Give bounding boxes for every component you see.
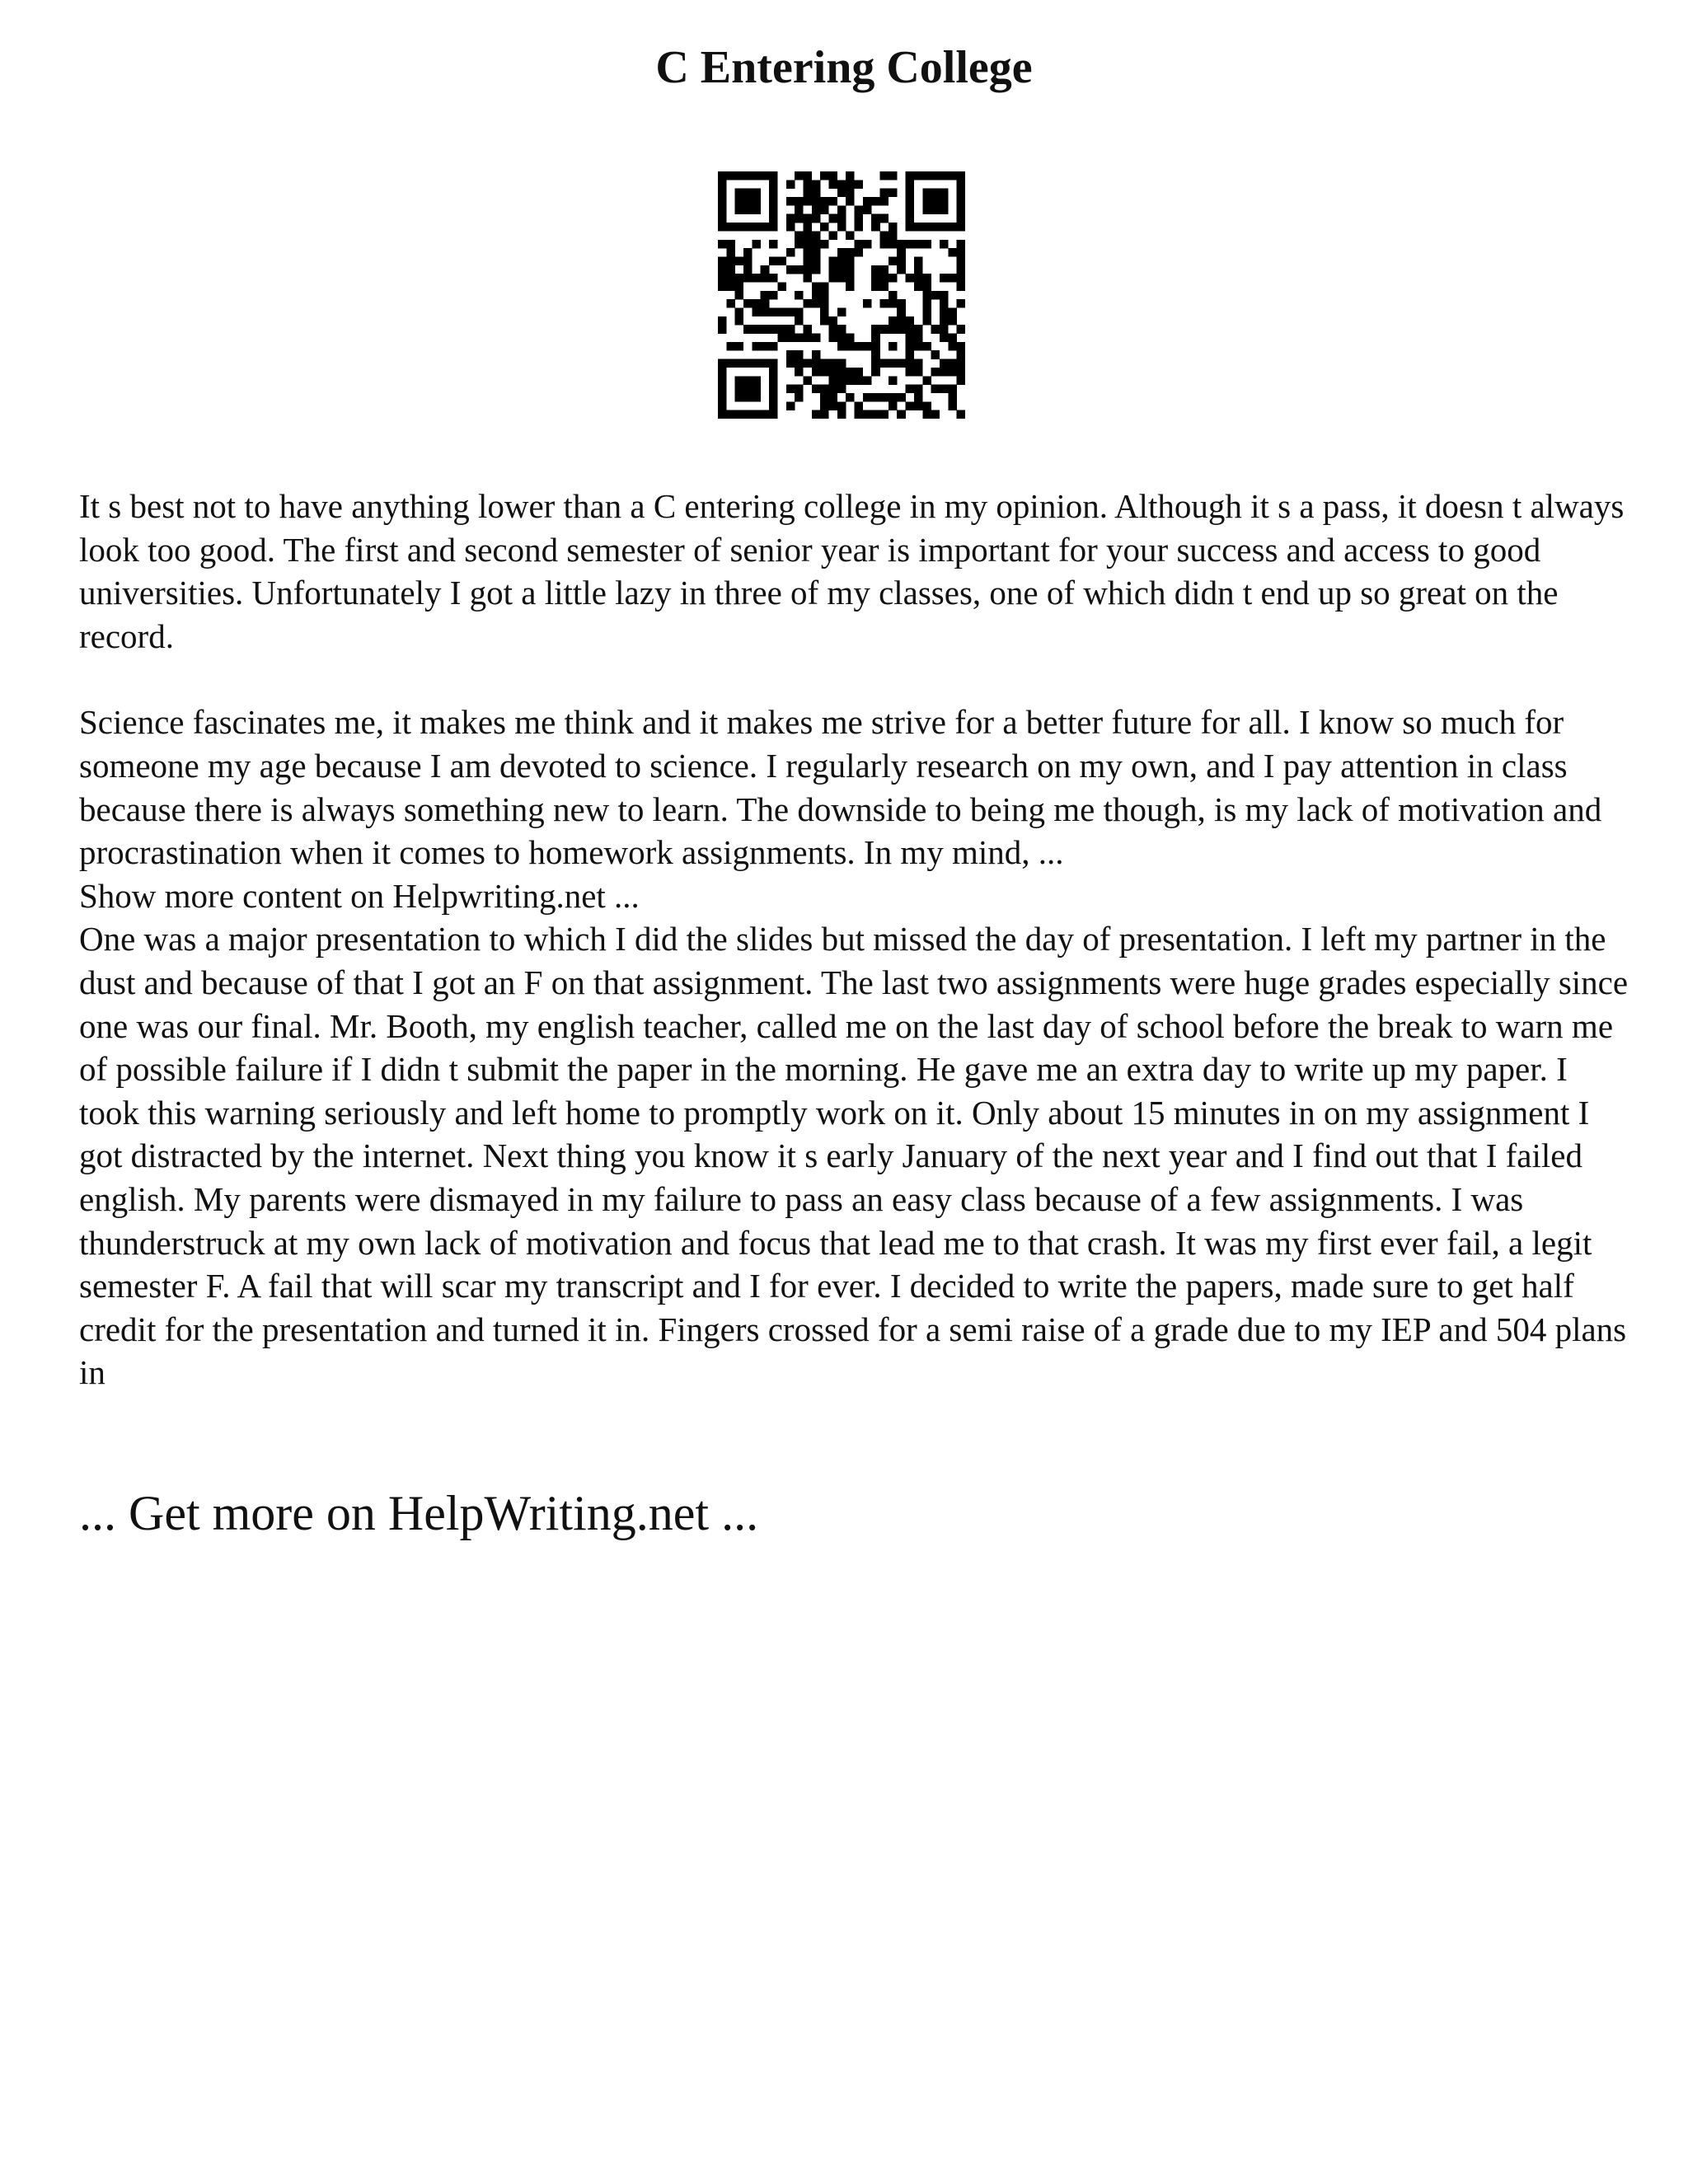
paragraph-1: It s best not to have anything lower than a C entering college in my opinion. Although it s a pass, it doesn t always look too good. The first and second semester of senior year is important for your success and access to good universities. Unfortunately I got a little lazy in three of my classes, one of which didn t end up so great on the record. [79, 487, 1625, 655]
article-body [79, 485, 1629, 1394]
paragraph-3: One was a major presentation to which I did the slides but missed the day of presentation. I left my partner in the dust and because of that I got an F on that assignment. The last two assignments were huge grades especially since one was our final. Mr. Booth, my english teacher, called me on the last day of school before the break to warn me of possible failure if I didn t submit the paper in the morning. He gave me an extra day to write up my paper. I took this warning seriously and left home to promptly work on it. Only about 15 minutes in on my assignment I got distracted by the internet. Next thing you know it s early January of the next year and I find out that I failed english. My parents were dismayed in my failure to pass an easy class because of a few assignments. I was thunderstruck at my own lack of motivation and focus that lead me to that crash. It was my first ever fail, a legit semester F. A fail that will scar my transcript and I for ever. I decided to write the papers, made sure to get half credit for the presentation and turned it in. Fingers crossed for a semi raise of a grade due to my IEP and 504 plans in [79, 920, 1629, 1392]
show-more-link[interactable]: Show more content on Helpwriting.net ... [79, 876, 640, 915]
page-title: C Entering College [655, 42, 1033, 93]
paragraph-2: Science fascinates me, it makes me think and it makes me strive for a better future for all. I know so much for someone my age because I am devoted to science. I regularly research on my own, and I pay attention in class because there is always something new to learn. The downside to being me though, is my lack of motivation and procrastination when it comes to homework assignments. In my mind, ... [79, 703, 1602, 872]
get-more-link[interactable]: ... Get more on HelpWriting.net ... [79, 1486, 759, 1540]
qr-code-icon [718, 171, 965, 419]
